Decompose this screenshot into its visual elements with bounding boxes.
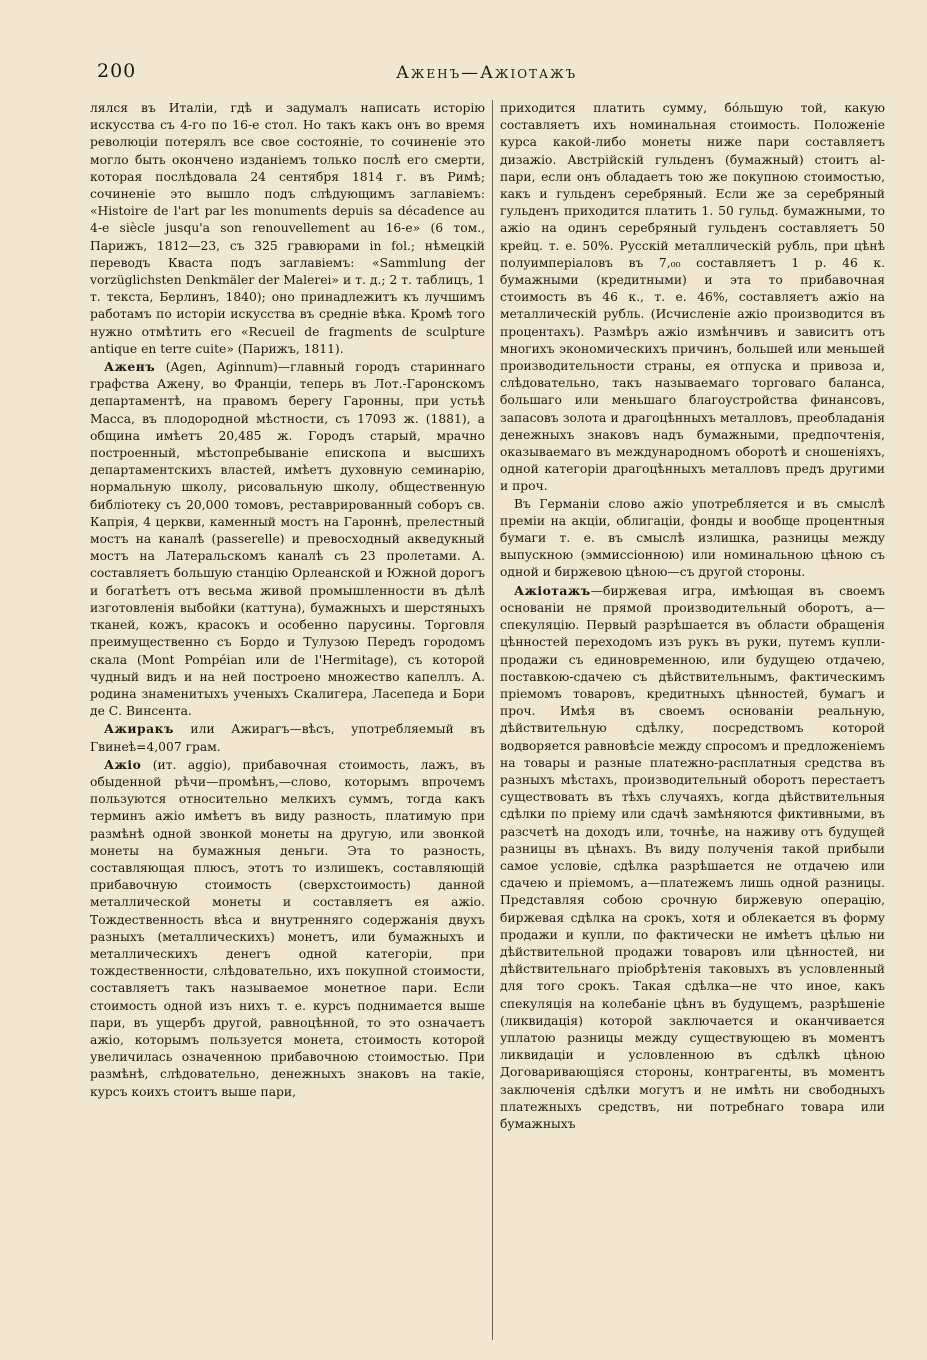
paragraph-germany: Въ Германіи слово ажіо употребляется и въ смыслѣ преміи на акціи, облигаціи, фонды и вообще процентныя бумаги т. е. въ смыслѣ излишка, разницы между выпускною (эммиссіонною) или номинальною цѣною съ одной и биржевою цѣною—съ другой стороны.: [500, 496, 885, 580]
entry-ajen: [90, 358, 485, 720]
entry-ajirak-body: или Ажирагъ—вѣсъ, употребляемый въ Гвинеѣ=4,007 грам.: [90, 722, 485, 754]
headword-ajiotaj: Ажіотажъ: [514, 582, 591, 598]
left-column: [90, 100, 485, 1350]
headword-ajirak: Ажиракъ: [104, 721, 174, 737]
page-number: 200: [97, 60, 137, 82]
headword-ajen: Аженъ: [104, 359, 156, 375]
entry-ajirak: [90, 720, 485, 755]
paragraph-ajio-continued: приходится платить сумму, бóльшую той, какую составляетъ ихъ номинальная стоимость. Положеніе курса какой-либо монеты ниже пари составляетъ дизажіо. Австрійскій гульденъ (бумажный) стоитъ al-пари, если онъ обладаетъ тою же покупною стоимостью, какъ и гульденъ серебряный. Если же за серебряный гульденъ приходится платить 1. 50 гульд. бумажными, то ажіо на одинъ серебряный гульденъ составляетъ 50 крейц. т. е. 50%. Русскій металлическій рубль, при цѣнѣ полуимперіаловъ въ 7,₀₀ составляетъ 1 р. 46 к. бумажными (кредитными) и эта то прибавочная стоимость въ 46 к., т. е. 46%, составляетъ ажіо на металлическій рубль. (Исчисленіе ажіо производится въ процентахъ). Размѣръ ажіо измѣнчивъ и зависитъ отъ многихъ экономическихъ причинъ, большей или меньшей производительности страны, ея отпуска и привоза и, слѣдовательно, такъ называемаго торговаго баланса, большаго или меньшаго благоустройства финансовъ, запасовъ золота и драгоцѣнныхъ металловъ, преобладанія денежныхъ знаковъ надъ бумажными, предпочтенія, оказываемаго въ международномъ оборотѣ и сношеніяхъ, одной категоріи драгоцѣнныхъ металловъ предъ другими и проч.: [500, 101, 885, 494]
right-column: [500, 100, 885, 1350]
entry-ajiotaj-body: —биржевая игра, имѣющая въ своемъ основаніи не прямой производительный оборотъ, а—спекуляцію. Первый разрѣшается въ области обращенія цѣнностей переходомъ изъ рукъ въ руки, путемъ купли-продажи съ единовременною, или будущею отдачею, поставкою-сдачею съ дѣйствительнымъ, фактическимъ пріемомъ товаровъ, кредитныхъ цѣнностей, бумагъ и проч. Имѣя въ своемъ основаніи реальную, дѣйствительную сдѣлку, посредствомъ которой водворяется равновѣсіе между спросомъ и предложеніемъ на товары и разные платежно-расплатныя средства въ разныхъ мѣстахъ, производительный оборотъ перестаетъ существовать въ тѣхъ случаяхъ, когда дѣйствительныя сдѣлки по пріему или сдачѣ замѣняются фиктивными, въ разсчетѣ на доходъ или, точнѣе, на наживу отъ будущей разницы въ цѣнахъ. Въ виду полученія такой прибыли самое условіе, сдѣлка разрѣшается не отдачею или сдачею и пріемомъ, а—платежемъ лишь одной разницы. Представляя собою срочную биржевую операцію, биржевая сдѣлка на срокъ, хотя и облекается въ форму продажи и купли, по фактически не имѣетъ цѣлью ни дѣйствительной продажи товаровъ или цѣнностей, ни дѣйствительнаго пріобрѣтенія таковыхъ въ условленный для того срокъ. Такая сдѣлка—не что иное, какъ спекуляція на колебаніе цѣнъ въ будущемъ, разрѣшеніе (ликвидація) которой заключается и оканчивается уплатою разницы между существующею въ моментъ ликвидаціи и условленною въ сдѣлкѣ цѣною Договаривающіяся стороны, контрагенты, въ моментъ заключенія сдѣлки могутъ и не имѣть ни свободныхъ платежныхъ средствъ, ни потребнаго товара или бумажныхъ: [500, 583, 885, 1131]
entry-ajiotaj: [500, 582, 885, 1134]
entry-ajio: [90, 756, 485, 1101]
headword-ajio: Ажіо: [104, 756, 142, 772]
paragraph-continuation: лялся въ Италіи, гдѣ и задумалъ написать исторію искусства съ 4-го по 16-е стол. Но такъ какъ онъ во время революціи потерялъ все свое состояніе, то сочиненіе это могло быть окончено изданіемъ только послѣ его смерти, которая послѣдовала 24 сентября 1814 г. въ Римѣ; сочиненіе это вышло подъ слѣдующимъ заглавіемъ: «Histoire de l'art par les monuments depuis sa décadence au 4-e siècle jusqu'a son renouvellement au 16-e» (6 том., Парижъ, 1812—23, съ 325 гравюрами in fol.; нѣмецкій переводъ Кваста подъ заглавіемъ: «Sammlung der vorzüglichsten Denkmäler der Malerei» и т. д.; 2 т. таблицъ, 1 т. текста, Берлинъ, 1840); оно принадлежитъ къ лучшимъ работамъ по исторіи искусства въ средніе вѣка. Кромѣ того нужно отмѣтить его «Recueil de fragments de sculpture antique en terre cuite» (Парижъ, 1811).: [90, 101, 485, 356]
entry-ajen-body: (Agen, Aginnum)—главный городъ стариннаго графства Ажену, во Франціи, теперь въ Лот.-Гаронскомъ департаментѣ, на правомъ берегу Гаронны, при устьѣ Масса, въ плодородной мѣстности, съ 17093 ж. (1881), а община имѣетъ 20,485 ж. Городъ старый, мрачно построенный, мѣстопребываніе епископа и высшихъ департаментскихъ властей, имѣетъ духовную семинарію, нормальную школу, рисовальную школу, общественную библіотеку съ 20,000 томовъ, реставрированный соборъ св. Капрія, 4 церкви, каменный мостъ на Гароннѣ, прелестный мостъ на каналѣ (passerelle) и превосходный акведукный мостъ на Латеральскомъ каналѣ съ 23 пролетами. А. составляетъ большую станцію Орлеанской и Южной дорогъ и богатѣетъ отъ весьма живой промышленности въ дѣлѣ изготовленія выбойки (каттуна), бумажныхъ и шерстяныхъ тканей, кожъ, красокъ и особенно парусины. Торговля преимущественно съ Бордо и Тулузою Передъ городомъ скала (Mont Pompéian или de l'Hermitage), съ которой чудный видъ и на ней построено множество капеллъ. А. родина знаменитыхъ ученыхъ Скалигера, Ласепеда и Бори де С. Винсента.: [90, 360, 485, 719]
entry-ajio-body: (ит. aggio), прибавочная стоимость, лажъ, въ обыденной рѣчи—промѣнъ,—слово, которымъ впрочемъ пользуются относительно мелкихъ суммъ, тогда какъ терминъ ажіо имѣетъ въ виду разность, платимую при размѣнѣ одной звонкой монеты на другую, или звонкой монеты на бумажныя деньги. Эта то разность, составляющая плюсъ, этотъ то излишекъ, составляющій прибавочную стоимость (сверхстоимость) данной металлической монеты и составляетъ ея ажіо. Тождественность вѣса и внутренняго содержанія двухъ разныхъ (металлическихъ) монетъ, или бумажныхъ и металлическихъ денегъ одной категоріи, при тождественности, слѣдовательно, ихъ покупной стоимости, составляетъ такъ называемое монетное пари. Если стоимость одной изъ нихъ т. е. курсъ поднимается выше пари, въ ущербъ другой, равноцѣнной, то это означаетъ ажіо, которымъ пользуется монета, стоимость которой увеличилась означенною прибавочною стоимостью. При размѣнѣ, слѣдовательно, денежныхъ знаковъ на такіе, курсъ коихъ стоитъ выше пари,: [90, 757, 485, 1099]
column-divider: [492, 100, 493, 1340]
running-head: Аженъ—Ажіотажъ: [396, 63, 578, 83]
